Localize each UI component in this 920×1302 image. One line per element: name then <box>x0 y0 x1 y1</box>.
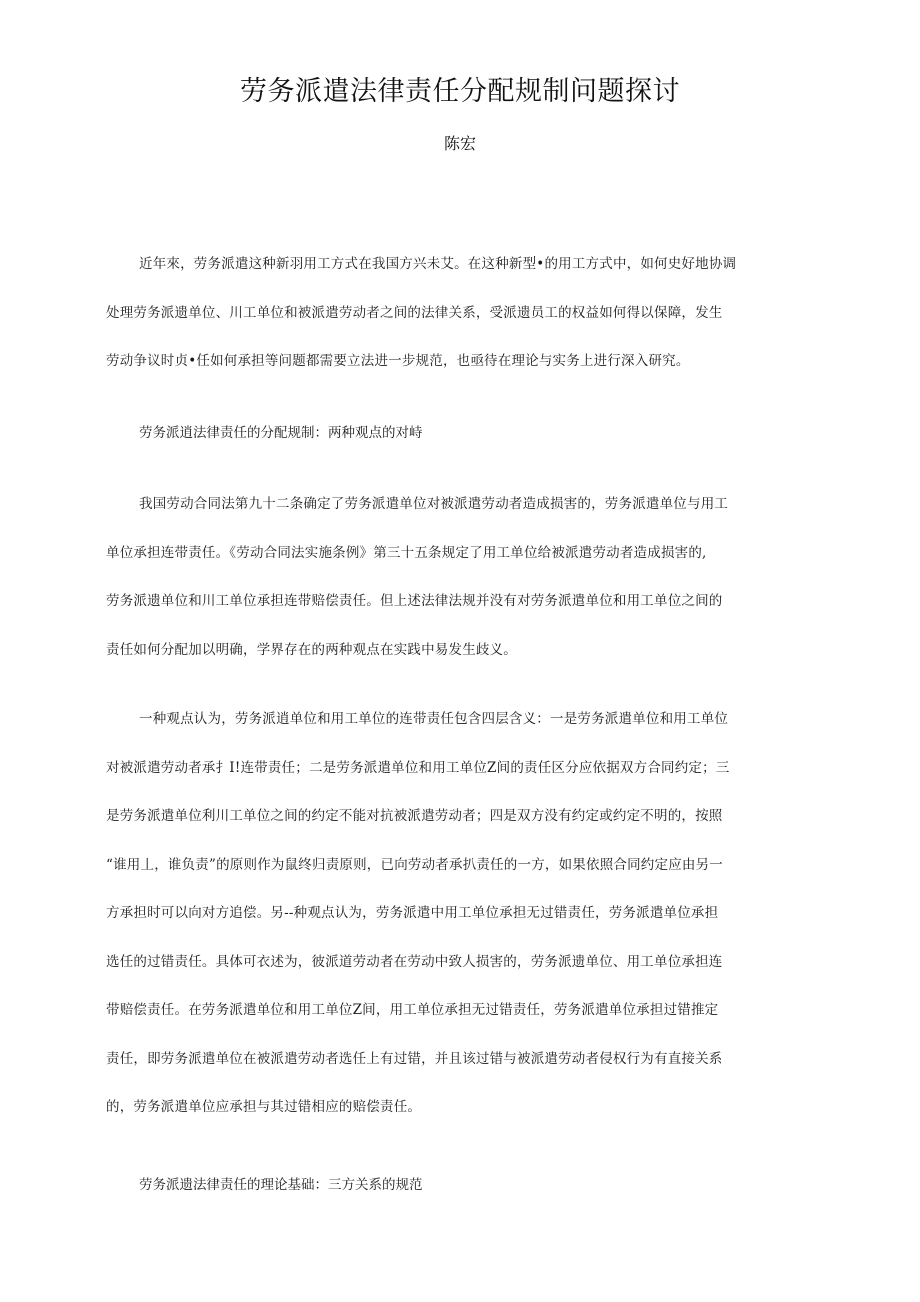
paragraph-two-views: 一种观点认为，劳务派逍单位和用工单位的连带责任包含四层含义：一是劳务派遣单位和用工单位 对被派遣劳动者承扌I!连带责任；二是劳务派遣单位和用工单位Z间的责任区分应依据双方合同约定；三 是劳务派遣单位利川工单位之间的约定不能对抗被派遣劳动者；四是双方没有约定或约定不明的，按照 “谁用丄，谁负责”的原则作为鼠终归责原则，已向劳动者承扒责任的一方，如果依照合同约定应由另一 方承担时可以向对方追偿。另--种观点认为，劳务派遣中用工单位承担无过错责任，劳务派遣单位承担 选任的过错责任。具体可衣述为，彼派道劳动者在劳动中致人损害的，劳务派遗单位、用工单位承担连 带赔偿责任。在劳务派遣单位和用工单位Z间，用工单位承担无过错责任，劳务派遣单位承担过错推定 责任，即劳务派遣单位在被派遣劳动者选任上有过错，并且该过错与被派遣劳动者侵权行为有直接关系 的，劳务派遣单位应承担与其过错相应的赔偿责任。 <box>106 711 730 1115</box>
document-title: 劳务派遣法律责任分配规制问题探讨 <box>240 76 680 107</box>
paragraph-intro: 近年來，劳务派遣这种新羽用工方式在我国方兴未艾。在这种新型•的用工方式中，如何史好地协调 处理劳务派遗单位、川工单位和被派遣劳动者之间的法律关系，受派遗员工的权益如何得以保障，发生 劳动争议时贞•任如何承担等问题都需要立法进一步规范，也亟待在理论与实务上进行深入研究。 <box>106 256 737 369</box>
document-author: 陈宏 <box>443 134 476 153</box>
paragraph-law-provisions: 我国劳动合同法第九十二条确定了劳务派遣单位对被派遣劳动者造成损害的，劳务派遣单位与用工 单位承担连带责任。《劳动合同法实施条例》第三十五条规定了用工单位给被派遣劳动者造成损害的, 劳务派遗单位和川工单位承担连带赔偿责任。但上述法律法规并没有对劳务派遣单位和用工单位之间的 责任如何分配加以明确，学界存在的两种观点在实践中易发生歧义。 <box>106 496 729 658</box>
section-heading-theory: 劳务派遗法律责任的理论基础：三方关系的规范 <box>139 1177 423 1193</box>
section-heading-allocation: 劳务派逍法律责任的分配规制：两种观点的对峙 <box>139 425 423 441</box>
